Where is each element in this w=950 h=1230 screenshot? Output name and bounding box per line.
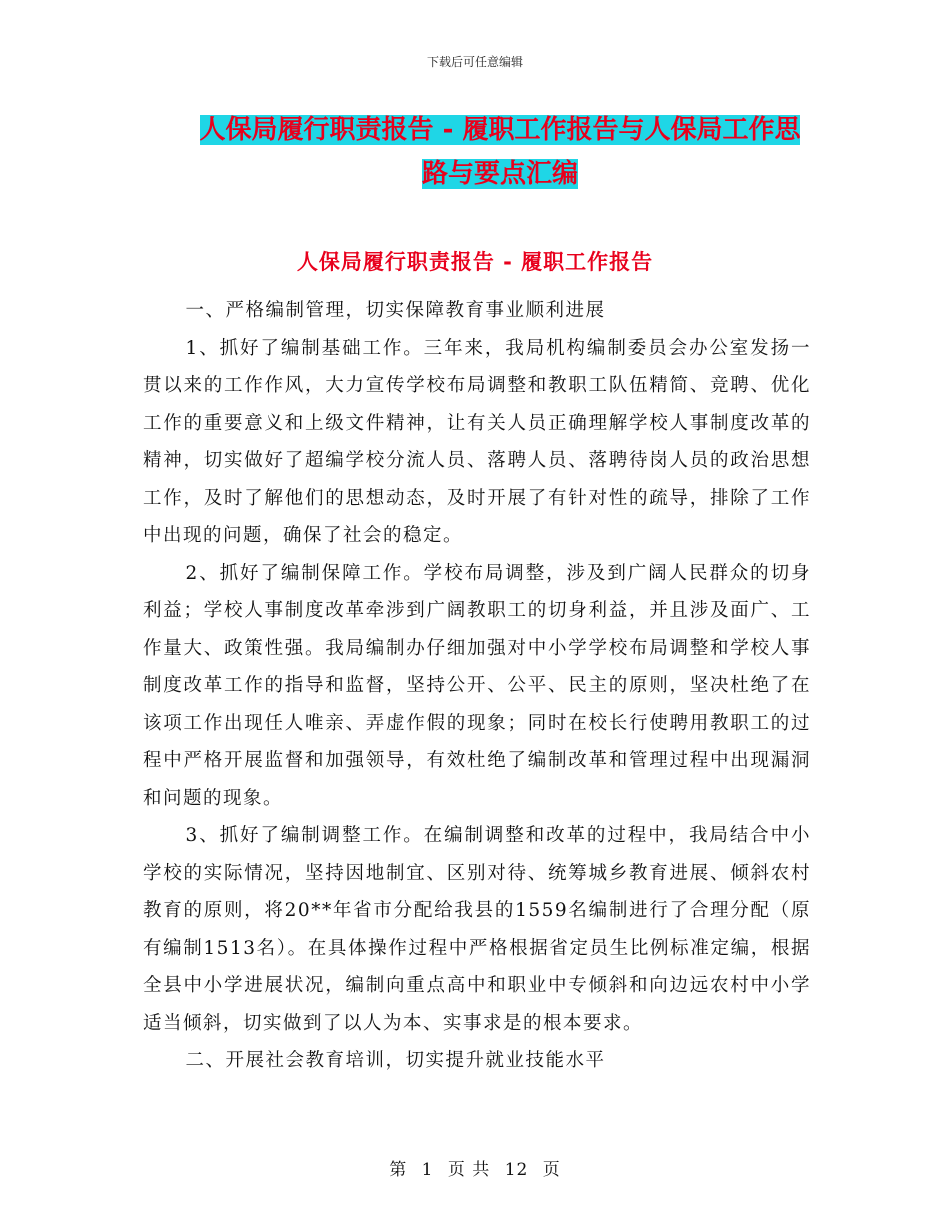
- header-note: 下载后可任意编辑: [426, 55, 523, 69]
- page-footer: [0, 1155, 950, 1180]
- document-body: [143, 292, 811, 1080]
- page-number: 1: [421, 1160, 434, 1180]
- body-paragraph-2: 2、抓好了编制保障工作。学校布局调整，涉及到广阔人民群众的切身利益；学校人事制度改革牵涉到广阔教职工的切身利益，并且涉及面广、工作量大、政策性强。我局编制办仔细加强对中小学学校布局调整和学校人事制度改革工作的指导和监督，坚持公开、公平、民主的原则，坚决杜绝了在该项工作出现任人唯亲、弄虚作假的现象；同时在校长行使聘用教职工的过程中严格开展监督和加强领导，有效杜绝了编制改革和管理过程中出现漏洞和问题的现象。: [143, 562, 811, 809]
- section-title: 人保局履行职责报告 - 履职工作报告: [296, 250, 654, 274]
- page-prefix: 第: [389, 1160, 408, 1180]
- page-suffix: 页: [542, 1160, 561, 1180]
- page-middle: 页 共: [447, 1160, 491, 1180]
- document-title-line-1: 人保局履行职责报告 - 履职工作报告与人保局工作思: [199, 115, 801, 145]
- body-paragraph-3: 3、抓好了编制调整工作。在编制调整和改革的过程中，我局结合中小学校的实际情况，坚持因地制宜、区别对待、统筹城乡教育进展、倾斜农村教育的原则，将20**年省市分配给我县的1559名编制进行了合理分配（原有编制1513名）。在具体操作过程中严格根据省定员生比例标准定编，根据全县中小学进展状况，编制向重点高中和职业中专倾斜和向边远农村中小学适当倾斜，切实做到了以人为本、实事求是的根本要求。: [143, 825, 811, 1034]
- document-title-line-2: 路与要点汇编: [421, 159, 578, 189]
- document-title: [140, 108, 860, 196]
- heading-paragraph-1: 一、严格编制管理，切实保障教育事业顺利进展: [185, 300, 606, 321]
- heading-paragraph-2: 二、开展社会教育培训，切实提升就业技能水平: [185, 1050, 606, 1071]
- page-total: 12: [504, 1160, 529, 1180]
- body-paragraph-1: 1、抓好了编制基础工作。三年来，我局机构编制委员会办公室发扬一贯以来的工作作风，大力宣传学校布局调整和教职工队伍精简、竞聘、优化工作的重要意义和上级文件精神，让有关人员正确理解学校人事制度改革的精神，切实做好了超编学校分流人员、落聘人员、落聘待岗人员的政治思想工作，及时了解他们的思想动态，及时开展了有针对性的疏导，排除了工作中出现的问题，确保了社会的稳定。: [143, 337, 811, 546]
